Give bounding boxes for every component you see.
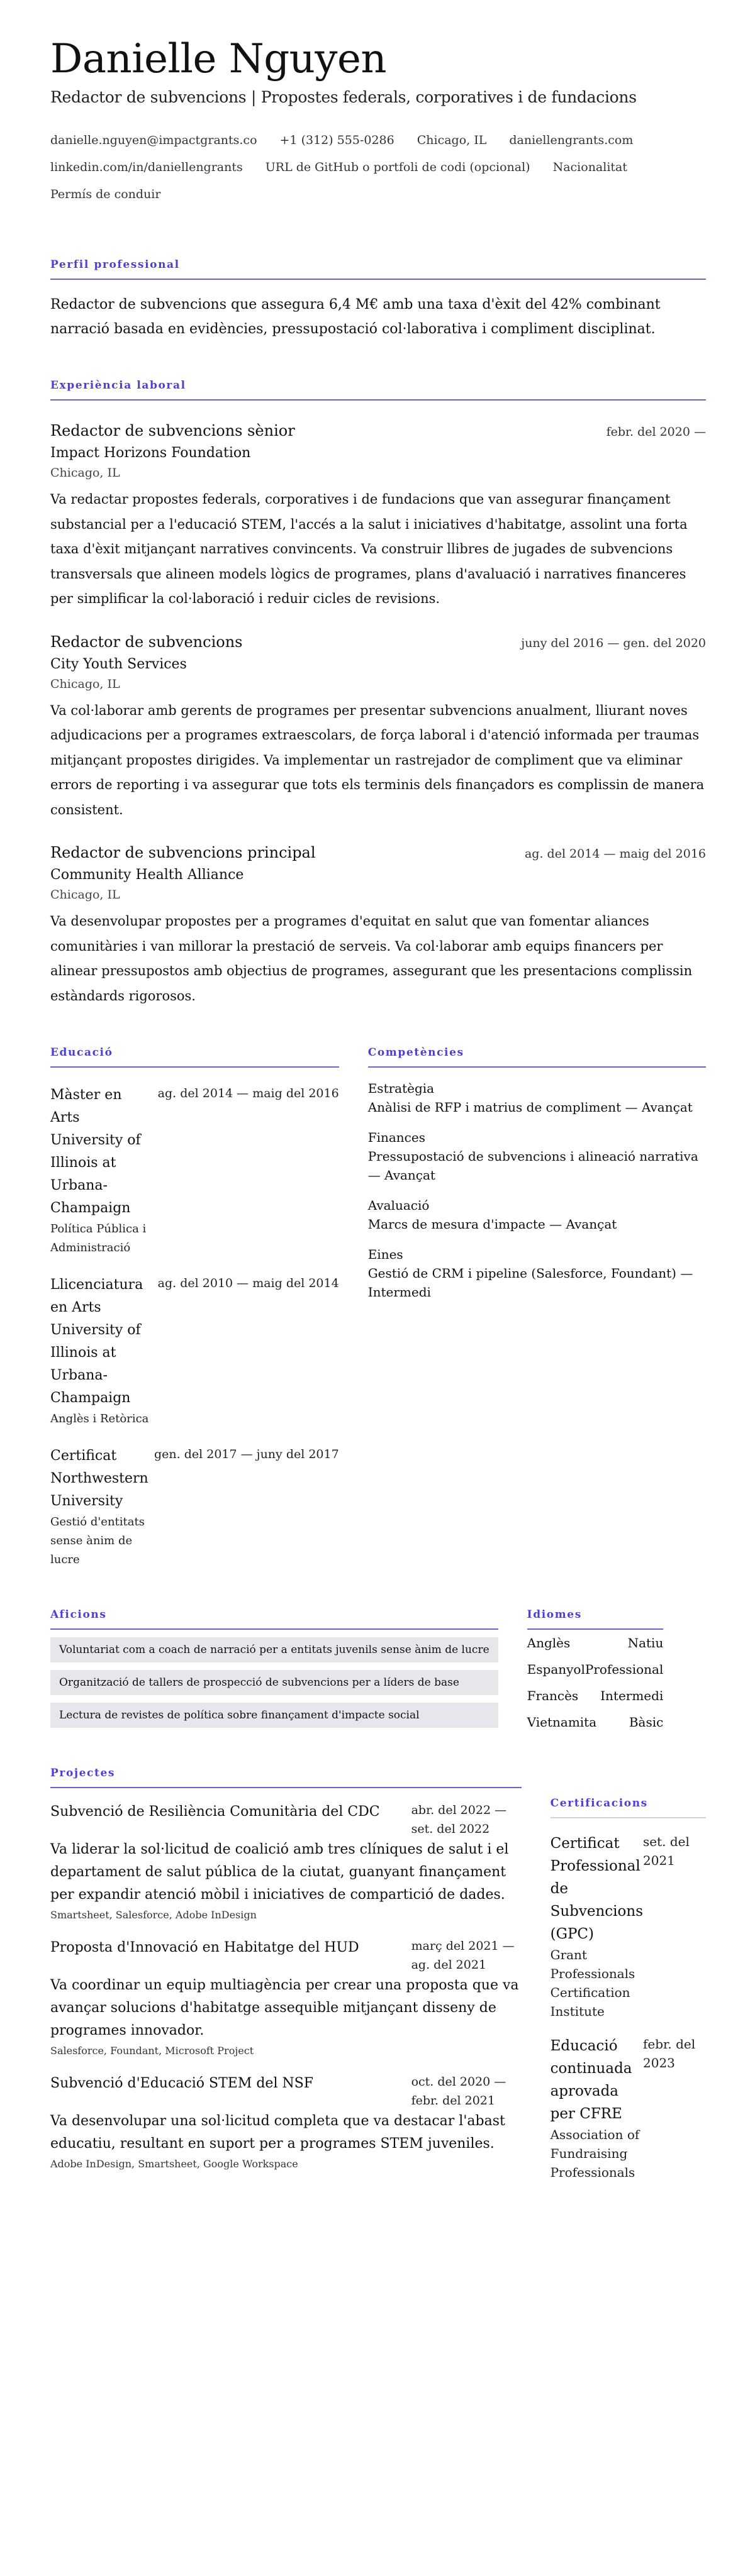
job-company: Community Health Alliance [50, 867, 244, 883]
project-title: Subvenció de Resiliència Comunitària del CDC [50, 1804, 380, 1820]
skill-group [368, 1079, 706, 1117]
summary-text: Redactor de subvencions que assegura 6,4 M€ amb una taxa d'èxit del 42% combinant narració basada en evidències, pressupostació col·laborativa i compliment disciplinat. [50, 297, 661, 337]
cert-issuer: Grant Professionals Certification Institute [550, 1947, 635, 2019]
hobbies-section [50, 1607, 498, 1735]
project-entry [50, 1801, 522, 1924]
project-title: Proposta d'Innovació en Habitatge del HUD [50, 1940, 359, 1955]
edu-school: Northwestern University [50, 1471, 148, 1509]
hobbies-languages-row [50, 1607, 706, 1735]
project-entry [50, 2072, 522, 2173]
skill-detail: Pressupostació de subvencions i alineació narrativa — Avançat [367, 1149, 698, 1183]
skill-category: Avaluació [367, 1198, 430, 1213]
projects-section [50, 1766, 522, 2182]
skill-category: Estratègia [367, 1081, 435, 1096]
section-heading: Competències [368, 1045, 706, 1068]
languages-section [527, 1607, 664, 1735]
candidate-name: Danielle Nguyen [50, 36, 387, 82]
edu-field: Anglès i Retòrica [50, 1412, 149, 1425]
edu-school: University of Illinois at Urbana-Champaign [50, 1322, 141, 1406]
section-heading: Projectes [50, 1766, 522, 1788]
job-title: Redactor de subvencions [50, 633, 243, 651]
project-description: Va coordinar un equip multiagència per crear una proposta que va avançar solucions d'habitatge assequible mitjançant disseny de programes innovador. [50, 1977, 519, 2038]
job-description: Va redactar propostes federals, corporatives i de fundacions que van assegurar finançament substancial per a l'educació STEM, l'accés a la salut i iniciatives d'habitatge, assolint una forta taxa d'èxit mitjançant narratives convincents. Va construir llibres de jugades de subvencions transversals que alineen models lògics de programes, plans d'avaluació i narratives financeres per simplificar la col·laboració i reduir cicles de revisions. [50, 492, 688, 606]
language-level: Professional [584, 1662, 664, 1677]
project-description: Va liderar la sol·licitud de coalició amb tres clíniques de salut i el departament de salut pública de la ciutat, guanyant finançament per expandir atenció mòbil i iniciatives de compartició de dades. [50, 1842, 509, 1903]
section-heading: Educació [50, 1045, 339, 1068]
language-row [527, 1656, 664, 1683]
job-title: Redactor de subvencions sènior [50, 422, 295, 439]
education-entry [50, 1084, 339, 1258]
job-entry [50, 631, 706, 823]
job-date: ag. del 2014 — maig del 2016 [524, 847, 706, 861]
project-description: Va desenvolupar una sol·licitud completa que va destacar l'abast educatiu, resultant en suport per a programes STEM juveniles. [50, 2113, 505, 2152]
cert-title: Certificat Professional de Subvencions (GPC) [550, 1835, 644, 1942]
summary-section [50, 257, 706, 341]
edu-date: gen. del 2017 — juny del 2017 [154, 1447, 339, 1461]
language-level: Bàsic [629, 1715, 664, 1730]
skill-group [368, 1196, 706, 1234]
edu-date: ag. del 2014 — maig del 2016 [157, 1086, 339, 1100]
language-level: Natiu [627, 1635, 664, 1650]
skill-category: Eines [367, 1247, 403, 1262]
cert-date: set. del 2021 [643, 1834, 690, 1868]
language-name: Anglès [527, 1635, 571, 1650]
section-heading: Aficions [50, 1607, 498, 1630]
edu-date: ag. del 2010 — maig del 2014 [157, 1276, 339, 1290]
cert-issuer: Association of Fundraising Professionals [550, 2127, 640, 2180]
section-heading: Experiència laboral [50, 378, 706, 401]
education-entry [50, 1274, 339, 1429]
projects-certifications-row [50, 1766, 706, 2182]
contact-license: Permís de conduir [50, 187, 161, 201]
contact-nationality: Nacionalitat [552, 160, 628, 174]
job-description: Va col·laborar amb gerents de programes per presentar subvencions anualment, lliurant noves adjudicacions per a programes extraescolars, de força laboral i d'atenció informada per traumas mitjançant propostes dirigides. Va implementar un rastrejador de compliment que va eliminar errors de reporting i va assegurar que tots els terminis dels finançadors es complissin de manera consistent. [50, 702, 705, 817]
section-heading: Certificacions [551, 1796, 706, 1818]
cert-date: febr. del 2023 [643, 2037, 696, 2070]
contact-location: Chicago, IL [417, 133, 487, 147]
job-date: febr. del 2020 — [606, 425, 706, 439]
language-row [527, 1683, 664, 1709]
resume-header [50, 35, 706, 208]
project-date: oct. del 2020 — febr. del 2021 [411, 2075, 506, 2108]
skill-group [368, 1128, 706, 1185]
certifications-section [551, 1796, 706, 2182]
skill-category: Finances [367, 1130, 425, 1145]
language-name: Vietnamita [527, 1715, 597, 1730]
job-company: City Youth Services [50, 656, 187, 672]
skills-section [368, 1045, 706, 1569]
edu-field: Gestió d'entitats sense ànim de lucre [50, 1515, 145, 1566]
project-title: Subvenció d'Educació STEM del NSF [50, 2076, 314, 2091]
section-heading: Perfil professional [50, 257, 706, 280]
language-row [527, 1709, 664, 1735]
edu-school: University of Illinois at Urbana-Champaign [50, 1132, 141, 1216]
job-description: Va desenvolupar propostes per a programes d'equitat en salut que van fomentar aliances comunitàries i van millorar la prestació de serveis. Va col·laborar amb equips financers per alinear pressupostos amb objectius de programes, assegurant que les presentacions complissin estàndards rigorosos. [50, 914, 693, 1003]
education-section [50, 1045, 339, 1569]
job-entry [50, 841, 706, 1009]
language-row [527, 1630, 664, 1656]
edu-degree: Certificat [50, 1448, 117, 1464]
skill-detail: Gestió de CRM i pipeline (Salesforce, Foundant) — Intermedi [367, 1266, 693, 1300]
hobby-item: Lectura de revistes de política sobre finançament d'impacte social [50, 1703, 498, 1728]
contact-github[interactable]: URL de GitHub o portfoli de codi (opcional) [265, 160, 530, 174]
section-heading: Idiomes [527, 1607, 664, 1630]
contact-email[interactable]: danielle.nguyen@impactgrants.co [50, 133, 257, 147]
education-entry [50, 1445, 339, 1569]
edu-field: Política Pública i Administració [50, 1222, 147, 1254]
job-entry [50, 419, 706, 612]
hobby-item: Voluntariat com a coach de narració per a entitats juvenils sense ànim de lucre [50, 1637, 498, 1662]
skill-detail: Anàlisi de RFP i matrius de compliment — Avançat [367, 1100, 693, 1115]
project-entry [50, 1937, 522, 2060]
project-tech: Salesforce, Foundant, Microsoft Project [50, 2045, 254, 2057]
cert-title: Educació continuada aprovada per CFRE [550, 2038, 632, 2122]
job-location: Chicago, IL [50, 677, 120, 691]
headline: Redactor de subvencions | Propostes federals, corporatives i de fundacions [50, 88, 637, 106]
project-date: març del 2021 — ag. del 2021 [411, 1939, 515, 1972]
job-location: Chicago, IL [50, 466, 120, 480]
job-date: juny del 2016 — gen. del 2020 [521, 636, 706, 650]
project-tech: Smartsheet, Salesforce, Adobe InDesign [50, 1909, 257, 1921]
language-name: Espanyol [527, 1662, 585, 1677]
language-name: Francès [527, 1688, 579, 1703]
certification-entry [551, 1832, 706, 2021]
skill-detail: Marcs de mesura d'impacte — Avançat [367, 1217, 617, 1232]
contact-linkedin[interactable]: linkedin.com/in/daniellengrants [50, 160, 243, 174]
job-title: Redactor de subvencions principal [50, 844, 316, 861]
edu-degree: Llicenciatura en Arts [50, 1277, 143, 1315]
education-skills-row [50, 1045, 706, 1569]
contact-list [50, 127, 706, 208]
skill-group [368, 1245, 706, 1302]
edu-degree: Màster en Arts [50, 1087, 122, 1125]
project-tech: Adobe InDesign, Smartsheet, Google Workspace [50, 2158, 298, 2170]
contact-phone[interactable]: +1 (312) 555-0286 [279, 133, 394, 147]
project-date: abr. del 2022 — set. del 2022 [411, 1803, 507, 1836]
language-level: Intermedi [600, 1688, 664, 1703]
experience-section [50, 378, 706, 1009]
contact-website[interactable]: daniellengrants.com [509, 133, 634, 147]
certification-entry [551, 2035, 706, 2182]
job-location: Chicago, IL [50, 888, 120, 902]
hobby-item: Organització de tallers de prospecció de subvencions per a líders de base [50, 1670, 498, 1695]
job-company: Impact Horizons Foundation [50, 445, 251, 461]
